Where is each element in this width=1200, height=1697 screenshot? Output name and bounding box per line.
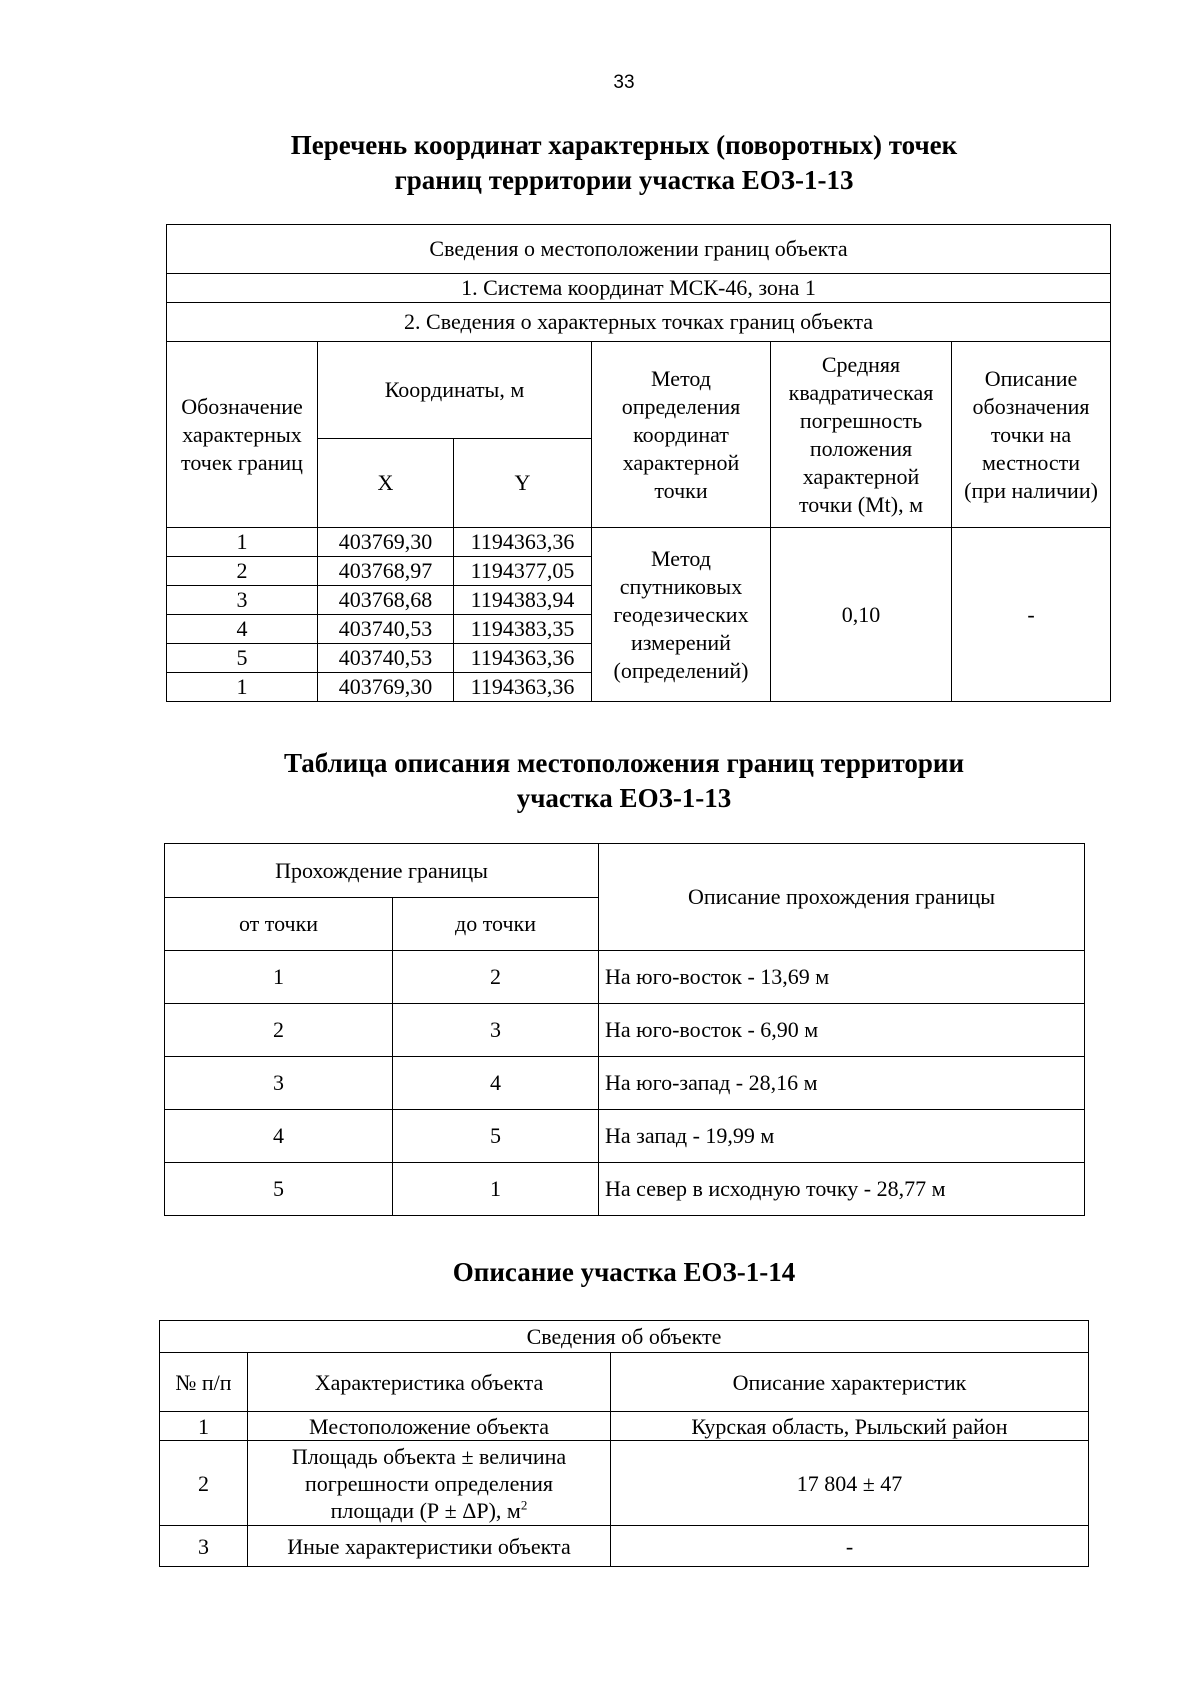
header-line: координат (633, 421, 729, 447)
characteristic-value: 17 804 ± 47 (611, 1441, 1089, 1526)
col-passage: Прохождение границы (165, 844, 599, 898)
table-title: Сведения об объекте (160, 1321, 1089, 1353)
passage-description: На запад - 19,99 м (599, 1110, 1085, 1163)
header-line: Обозначение (181, 393, 303, 419)
boundary-table (164, 843, 1085, 1216)
table-row (165, 1163, 1085, 1216)
table-row (165, 1004, 1085, 1057)
to-point: 3 (393, 1004, 599, 1057)
heading-line: границ территории участка ЕОЗ-1-13 (394, 165, 854, 195)
header-line: точки (654, 477, 708, 503)
page-number: 33 (613, 72, 635, 93)
coordinate-system: 1. Система координат МСК-46, зона 1 (167, 274, 1111, 303)
heading-plot-description (0, 1255, 1200, 1290)
method-line: (определений) (613, 657, 749, 683)
coord-y: 1194377,05 (454, 557, 592, 586)
col-num: № п/п (160, 1353, 248, 1412)
method-line: Метод (651, 545, 711, 571)
col-from-point: от точки (165, 898, 393, 951)
characteristic-line: Площадь объекта ± величина (291, 1443, 567, 1469)
to-point: 1 (393, 1163, 599, 1216)
description-value: - (952, 528, 1111, 702)
header-line: обозначения (972, 393, 1090, 419)
coord-y: 1194363,36 (454, 673, 592, 702)
point-number: 3 (167, 586, 318, 615)
method-line: геодезических (613, 601, 749, 627)
header-line: местности (981, 449, 1081, 475)
col-to-point: до точки (393, 898, 599, 951)
header-line: Описание (984, 365, 1078, 391)
table-row (165, 1110, 1085, 1163)
col-error (771, 342, 952, 528)
method-line: измерений (631, 629, 731, 655)
coord-x: 403769,30 (318, 528, 454, 557)
header-line: погрешность (799, 407, 923, 433)
to-point: 5 (393, 1110, 599, 1163)
coord-y: 1194383,94 (454, 586, 592, 615)
to-point: 4 (393, 1057, 599, 1110)
from-point: 2 (165, 1004, 393, 1057)
row-number: 3 (160, 1526, 248, 1567)
object-info-table (159, 1320, 1089, 1567)
table-row (167, 528, 1111, 557)
coord-y: 1194363,36 (454, 644, 592, 673)
characteristic: Местоположение объекта (248, 1412, 611, 1441)
header-line: Метод (651, 365, 711, 391)
col-designation (167, 342, 318, 528)
method-line: спутниковых (619, 573, 743, 599)
header-line: положения (809, 435, 913, 461)
header-line: характерной (802, 463, 920, 489)
col-characteristic: Характеристика объекта (248, 1353, 611, 1412)
passage-description: На юго-запад - 28,16 м (599, 1057, 1085, 1110)
col-passage-description: Описание прохождения границы (599, 844, 1085, 951)
header-line: характерных (182, 421, 302, 447)
heading-boundary-description (0, 746, 1200, 816)
col-x: X (318, 439, 454, 528)
header-line: определения (621, 393, 741, 419)
coord-y: 1194363,36 (454, 528, 592, 557)
coord-y: 1194383,35 (454, 615, 592, 644)
header-line: Средняя (821, 351, 901, 377)
coordinates-table (166, 224, 1111, 702)
error-value: 0,10 (771, 528, 952, 702)
characteristic: Иные характеристики объекта (248, 1526, 611, 1567)
from-point: 1 (165, 951, 393, 1004)
heading-coordinates-list (0, 128, 1200, 198)
passage-description: На север в исходную точку - 28,77 м (599, 1163, 1085, 1216)
point-number: 2 (167, 557, 318, 586)
table-row (165, 951, 1085, 1004)
col-coordinates: Координаты, м (318, 342, 592, 439)
table-row (160, 1412, 1089, 1441)
from-point: 4 (165, 1110, 393, 1163)
header-line: (при наличии) (964, 477, 1098, 503)
characteristic (248, 1441, 611, 1526)
coord-x: 403768,97 (318, 557, 454, 586)
point-number: 5 (167, 644, 318, 673)
table-row (160, 1526, 1089, 1567)
method-value (592, 528, 771, 702)
from-point: 3 (165, 1057, 393, 1110)
from-point: 5 (165, 1163, 393, 1216)
point-number: 1 (167, 528, 318, 557)
row-number: 2 (160, 1441, 248, 1526)
passage-description: На юго-восток - 6,90 м (599, 1004, 1085, 1057)
table-title: Сведения о местоположении границ объекта (167, 225, 1111, 274)
coord-x: 403740,53 (318, 644, 454, 673)
coord-x: 403768,68 (318, 586, 454, 615)
col-method (592, 342, 771, 528)
col-description (952, 342, 1111, 528)
coord-x: 403740,53 (318, 615, 454, 644)
header-line: точек границ (181, 449, 303, 475)
header-line: точки (Mt), м (798, 491, 924, 517)
header-line: квадратическая (788, 379, 934, 405)
table-row (165, 1057, 1085, 1110)
point-number: 4 (167, 615, 318, 644)
header-line: характерной (622, 449, 740, 475)
superscript: 2 (520, 1497, 528, 1513)
coord-x: 403769,30 (318, 673, 454, 702)
point-number: 1 (167, 673, 318, 702)
row-number: 1 (160, 1412, 248, 1441)
col-y: Y (454, 439, 592, 528)
characteristic-line: погрешности определения (304, 1470, 554, 1496)
heading-line: Таблица описания местоположения границ территории (283, 748, 965, 778)
col-characteristic-description: Описание характеристик (611, 1353, 1089, 1412)
heading-line: Описание участка ЕОЗ-1-14 (452, 1257, 796, 1287)
table-row (160, 1441, 1089, 1526)
heading-line: участка ЕОЗ-1-13 (516, 783, 732, 813)
characteristic-line (248, 1497, 610, 1524)
points-title: 2. Сведения о характерных точках границ объекта (167, 303, 1111, 342)
area-label: площади (Р ± ΔР), м (330, 1497, 521, 1523)
characteristic-value: Курская область, Рыльский район (611, 1412, 1089, 1441)
header-line: точки на (990, 421, 1072, 447)
heading-line: Перечень координат характерных (поворотных) точек (290, 130, 958, 160)
passage-description: На юго-восток - 13,69 м (599, 951, 1085, 1004)
characteristic-value: - (611, 1526, 1089, 1567)
to-point: 2 (393, 951, 599, 1004)
